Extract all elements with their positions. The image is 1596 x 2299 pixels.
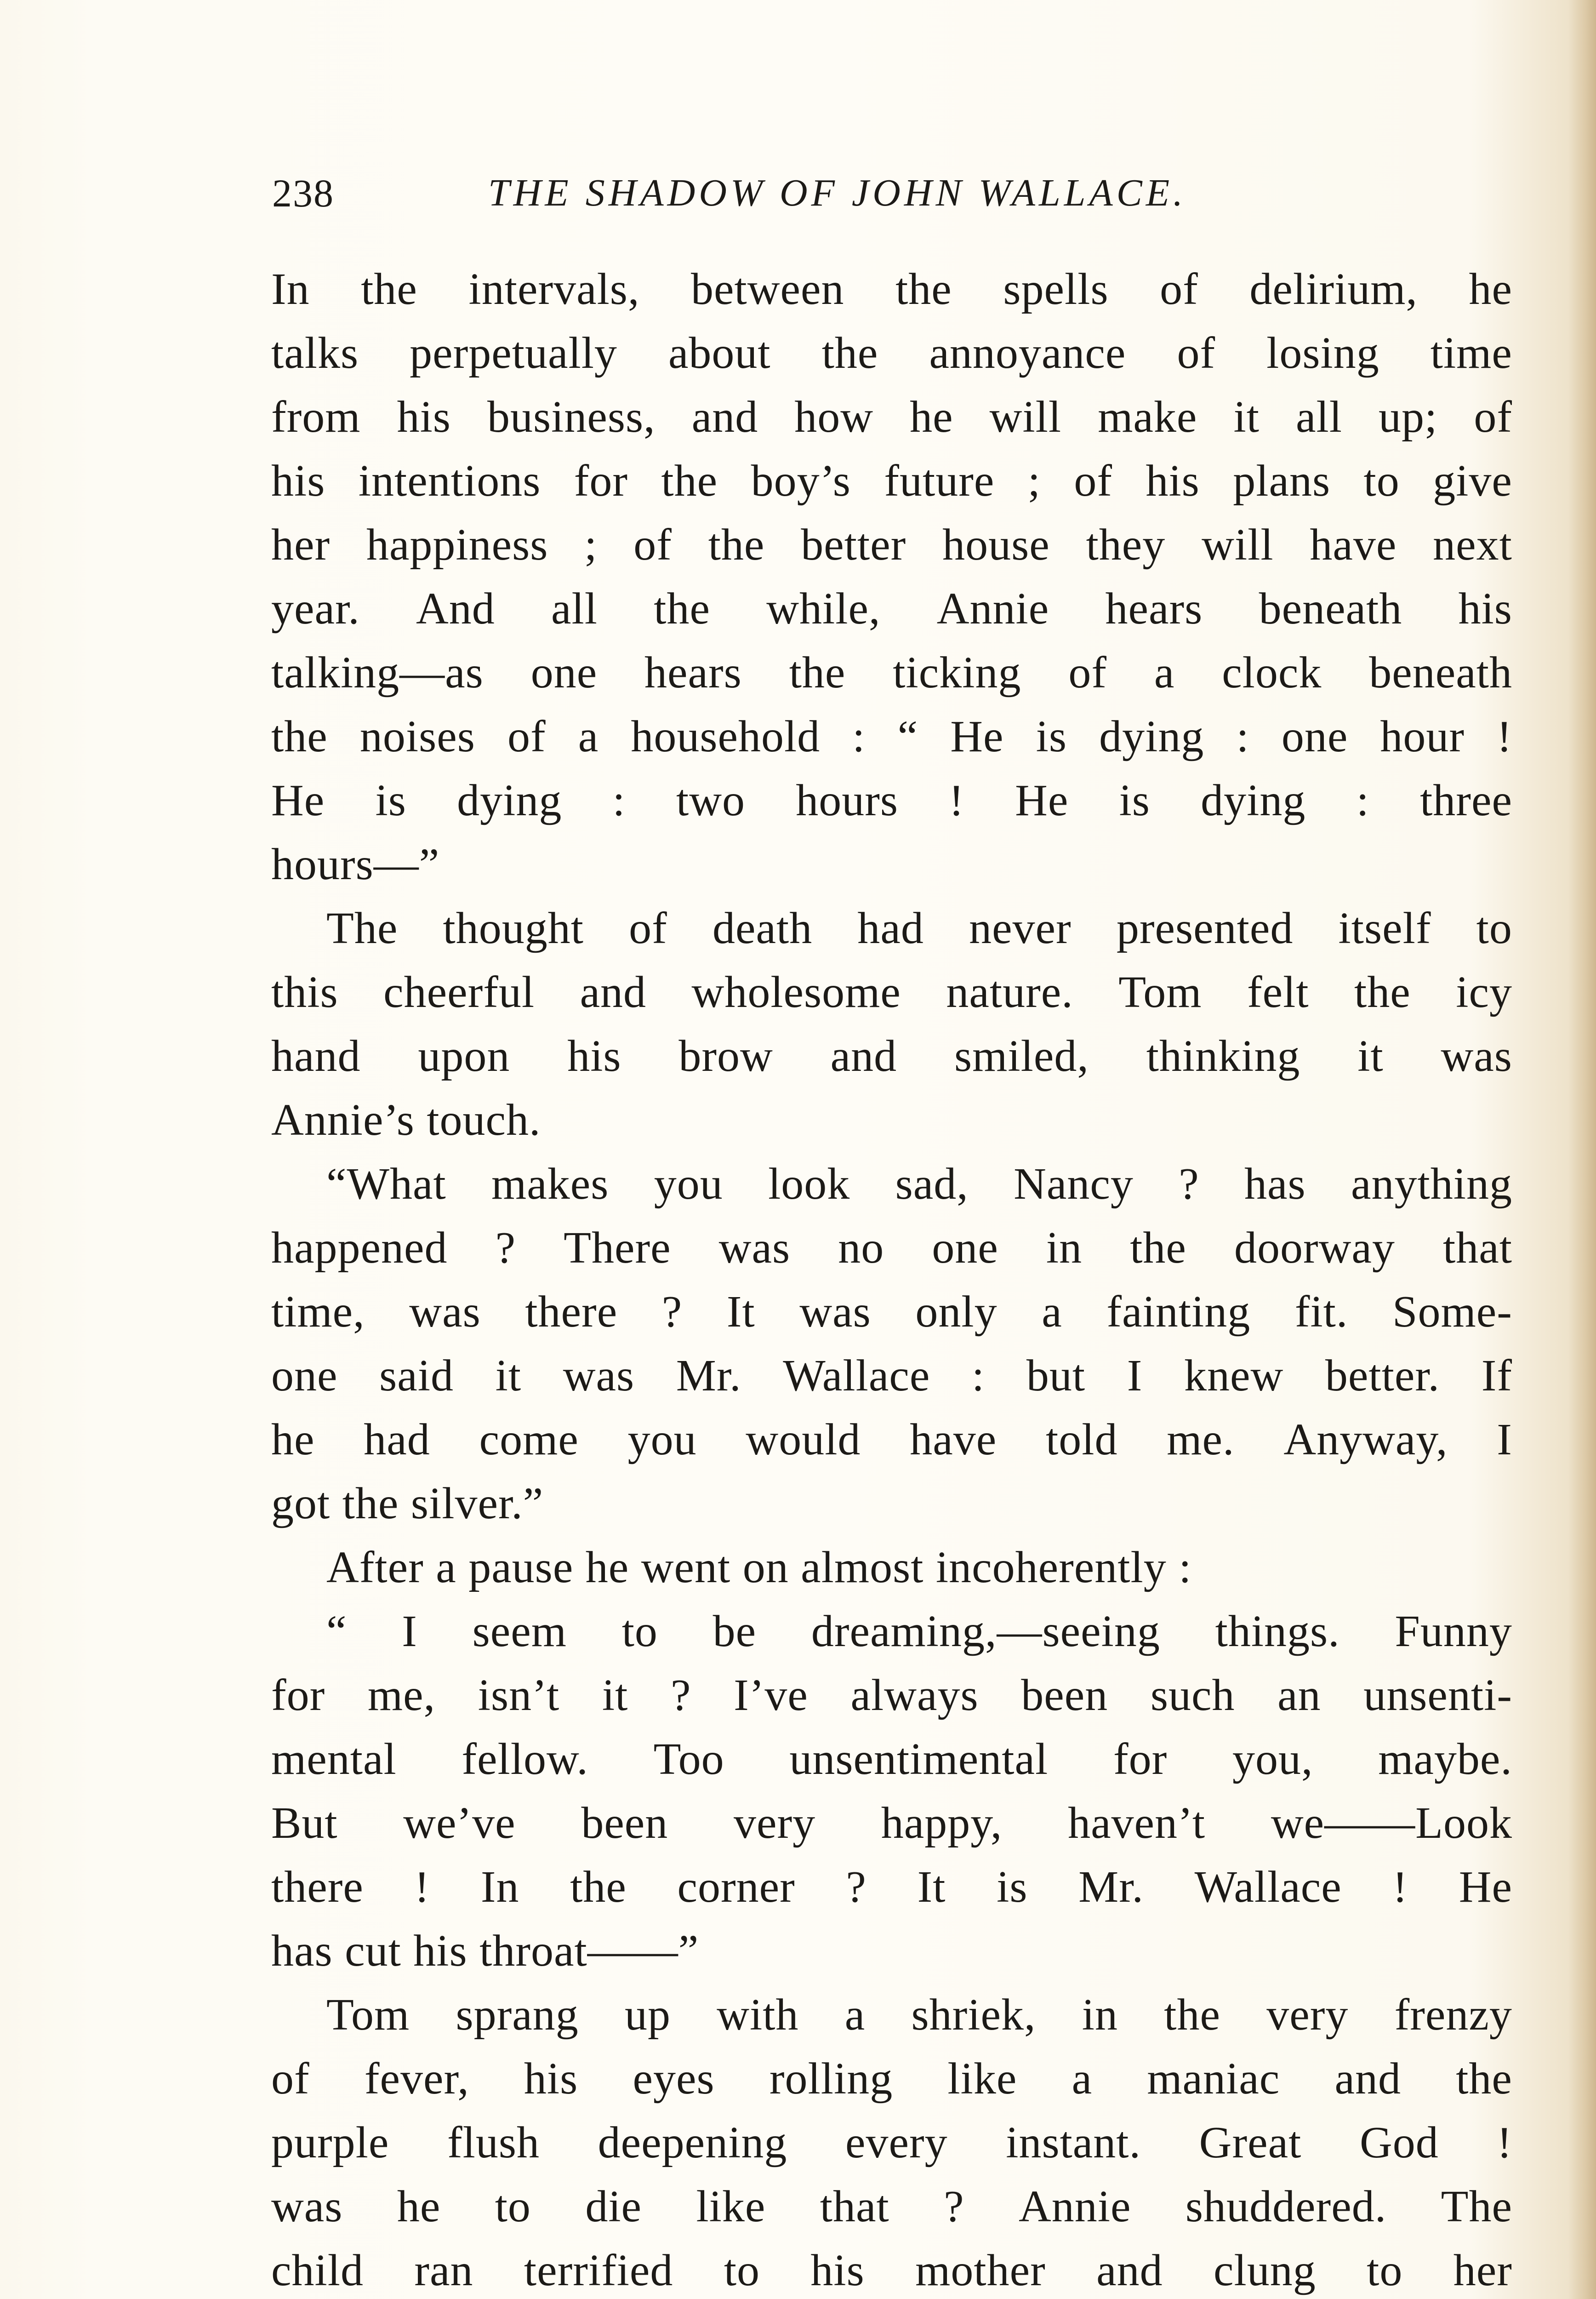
text-line: year. And all the while, Annie hears beneath his [271,584,1512,634]
text-line: has cut his throat——” [271,1926,699,1976]
page-header [272,166,1306,221]
text-line: talking—as one hears the ticking of a clock beneath [271,648,1512,698]
text-line: Tom sprang up with a shriek, in the very frenzy [326,1990,1512,2040]
text-line: there ! In the corner ? It is Mr. Wallace ! He [271,1862,1512,1912]
text-line: for me, isn’t it ? I’ve always been such an unsenti- [271,1670,1512,1720]
running-title: THE SHADOW OF JOHN WALLACE. [488,172,1187,214]
page-number: 238 [272,171,334,215]
text-line: the noises of a household : “ He is dying : one hour ! [271,712,1512,761]
text-line: one said it was Mr. Wallace : but I knew better. If [271,1351,1512,1401]
text-line: child ran terrified to his mother and clung to her [271,2246,1512,2295]
text-line: hand upon his brow and smiled, thinking it was [271,1031,1512,1081]
text-line: of fever, his eyes rolling like a maniac and the [271,2054,1512,2104]
text-line: talks perpetually about the annoyance of losing time [271,328,1512,378]
text-line: his intentions for the boy’s future ; of his plans to give [271,456,1512,506]
text-line: her happiness ; of the better house they will have next [271,520,1512,570]
text-line: But we’ve been very happy, haven’t we——Look [271,1798,1512,1848]
body-text [271,257,1512,2299]
text-line: happened ? There was no one in the doorway that [271,1223,1512,1273]
page-edge-shadow [1568,0,1596,2299]
text-line: “What makes you look sad, Nancy ? has anything [326,1159,1512,1209]
text-line: he had come you would have told me. Anyway, I [271,1415,1512,1464]
text-line: He is dying : two hours ! He is dying : three [271,776,1512,825]
text-line: The thought of death had never presented itself to [326,904,1512,953]
text-line: Annie’s touch. [271,1095,541,1145]
text-line: was he to die like that ? Annie shuddered. The [271,2182,1512,2231]
text-line: got the silver.” [271,1479,544,1528]
text-line: In the intervals, between the spells of delirium, he [271,264,1512,314]
text-line: time, was there ? It was only a fainting fit. Some- [271,1287,1512,1337]
text-line: “ I seem to be dreaming,—seeing things. Funny [326,1607,1512,1656]
text-line: After a pause he went on almost incoherently : [326,1543,1192,1592]
text-line: hours—” [271,840,440,889]
text-line: this cheerful and wholesome nature. Tom felt the icy [271,967,1512,1017]
text-line: mental fellow. Too unsentimental for you, maybe. [271,1734,1512,1784]
text-line: from his business, and how he will make it all up; of [271,392,1512,442]
text-line: purple flush deepening every instant. Great God ! [271,2118,1512,2167]
